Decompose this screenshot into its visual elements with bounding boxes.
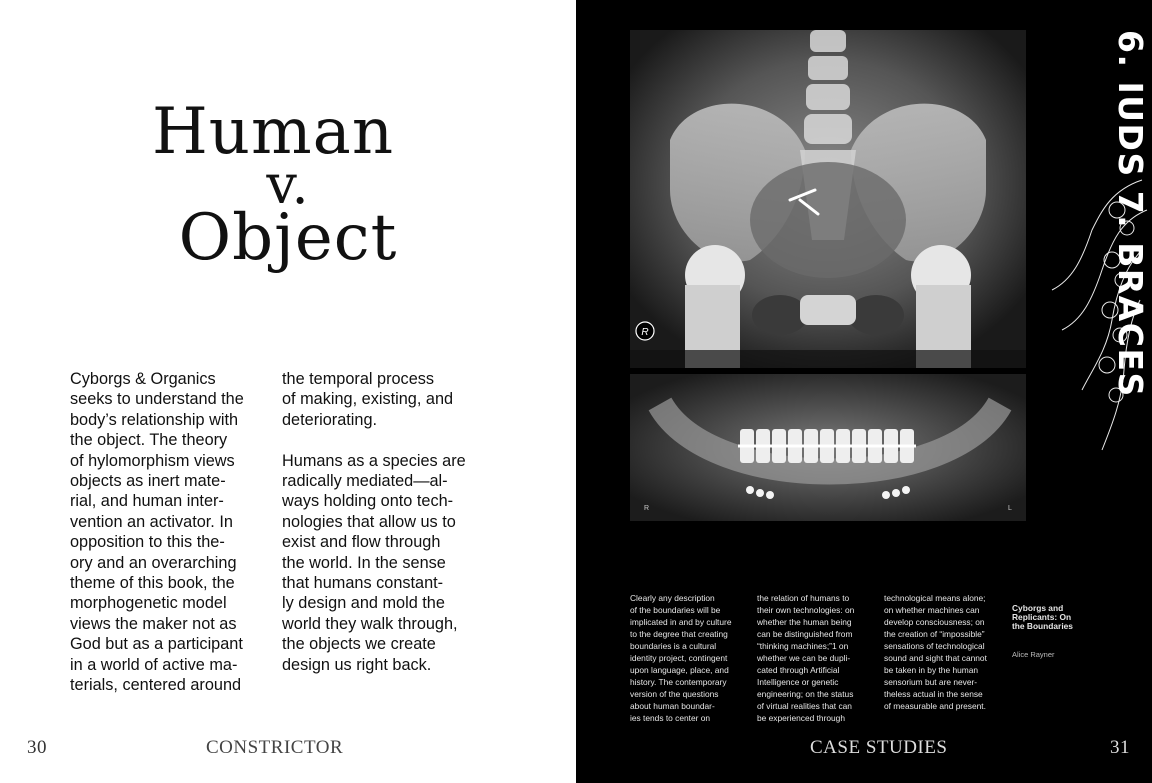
page-number-right: 31 — [1110, 737, 1130, 758]
dental-xray-graphic — [630, 374, 1026, 521]
xray-side-marker: R — [641, 327, 649, 338]
title-line-1: Human — [151, 95, 395, 169]
title-line-2: v. — [266, 153, 310, 216]
running-head-right: CASE STUDIES — [810, 737, 948, 758]
dental-marker-l: L — [1008, 505, 1012, 512]
dental-marker-r: R — [644, 505, 650, 512]
quote-source — [1012, 592, 1082, 673]
pelvis-xray-graphic — [630, 30, 1026, 368]
pelvis-xray-image — [630, 30, 1026, 368]
right-page — [576, 0, 1152, 783]
quote-column-1: Clearly any description of the boundaries will be implicated in and by culture to the degree that creating boundaries is a cultural identity project, contingent upon language, place, and history. The contemporary version of the questions about human boundar- ies tends to center on — [630, 593, 732, 723]
title-line-3: Object — [178, 201, 398, 275]
body-paragraph: Cyborgs & Organics seeks to understand the body’s relationship with the object. The theory of hylomorphism views objects as inert mate- rial, and human inter- vention an activator. In opposition to this the- ory and an overarching theme of this book, the morphogenetic model views the maker not as God but as a participant in a world of active ma- terials, centered around — [70, 370, 244, 695]
dental-xray-image — [630, 374, 1026, 521]
vertical-section-title — [1096, 30, 1152, 590]
body-column-2 — [282, 369, 488, 695]
section-title-text: 6. IUDS 7. BRACES — [1111, 30, 1150, 398]
body-paragraph: the temporal process of making, existing, and deteriorating. — [282, 370, 454, 429]
running-head-left: CONSTRICTOR — [206, 737, 344, 758]
quote-column-2: the relation of humans to their own technologies: on whether the human being can be distinguished from “thinking machines;”1 on whether we can be dupli- cated through Artificial Intelligence or genetic engineering; on the status of virtual realities that can be experienced through — [757, 593, 855, 723]
source-author: Alice Rayner — [1012, 650, 1055, 659]
source-title: Cyborgs and Replicants: On the Boundaries — [1012, 603, 1073, 631]
page-number-left: 30 — [27, 737, 47, 758]
body-column-1 — [70, 369, 270, 716]
page-title — [0, 95, 576, 275]
quote-column-3: technological means alone; on whether machines can develop consciousness; on the creation of “impossible” sensations of technological sound and sight that cannot be taken in by the human sensorium but are never- theless actual in the sense of measurable and present. — [884, 593, 987, 711]
body-paragraph: Humans as a species are radically mediated—al- ways holding onto tech- nologies that allow us to exist and flow through the world. In the sense that humans constant- ly design and mold the world they walk through, the objects we create design us right back. — [282, 451, 466, 674]
